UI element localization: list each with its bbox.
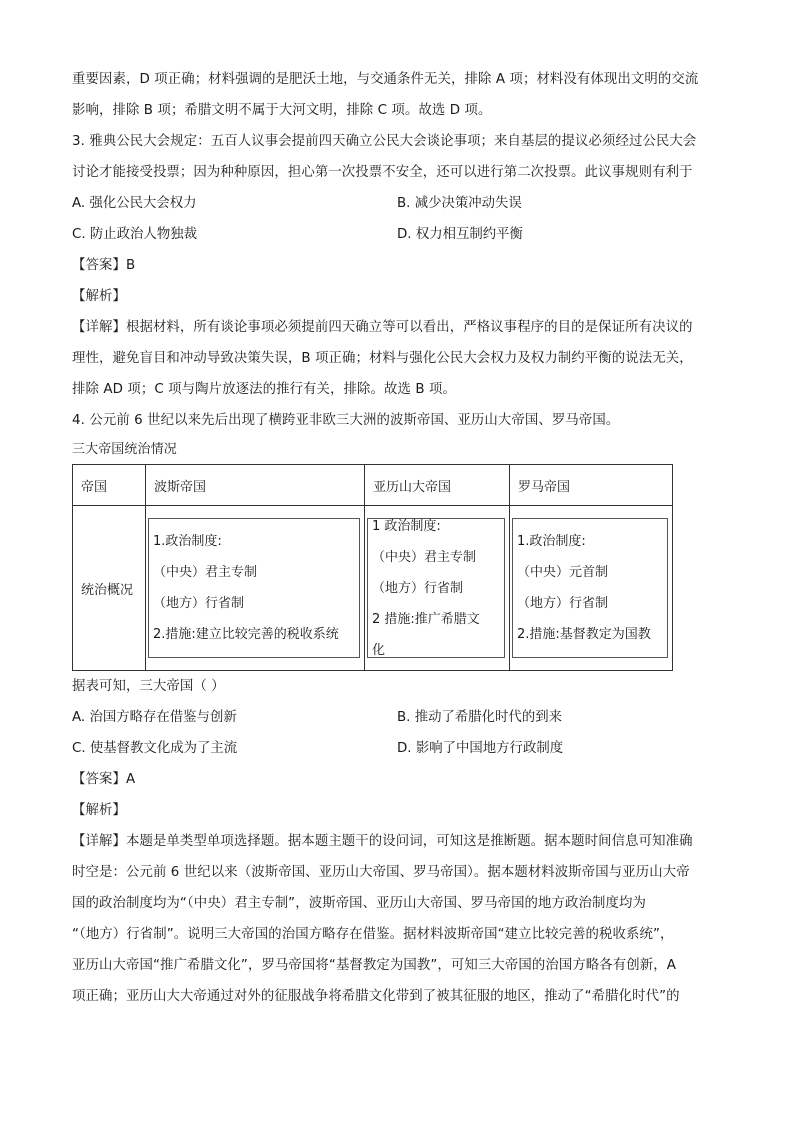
rome-line-2: （中央）元首制 xyxy=(517,565,609,580)
header-cell-rome: 罗马帝国 xyxy=(510,465,673,506)
alexander-line-5: 化 xyxy=(372,642,386,658)
q4-options-row-2 xyxy=(72,733,722,764)
q3-stem-line-2: 讨论才能接受投票；因为种种原因，担心第一次投票不安全，还可以进行第二次投票。此议事规则有利于 xyxy=(72,165,693,180)
table-body-row xyxy=(73,506,673,671)
q4-detail-line-1: 【详解】本题是单类型单项选择题。据本题主题干的设问词，可知这是推断题。据本题时间信息可知准确 xyxy=(72,834,693,849)
alexander-line-3: （地方）行省制 xyxy=(372,580,464,596)
q4-table-title: 三大帝国统治情况 xyxy=(72,442,177,457)
q4-option-c: C. 使基督教文化成为了主流 xyxy=(72,741,238,756)
q3-option-a: A. 强化公民大会权力 xyxy=(72,196,197,211)
q4-detail-line-5: 亚历山大帝国“推广希腊文化”，罗马帝国将“基督教定为国教”，可知三大帝国的治国方略各有创新，A xyxy=(72,958,677,973)
persia-line-1: 1.政治制度: xyxy=(153,534,222,549)
q4-question: 据表可知，三大帝国（ ） xyxy=(72,679,225,694)
q4-option-d: D. 影响了中国地方行政制度 xyxy=(397,741,564,756)
q3-answer: 【答案】B xyxy=(72,258,136,273)
table-header-row xyxy=(73,465,673,506)
q4-detail-line-4: “（地方）行省制”。说明三大帝国的治国方略存在借鉴。据材料波斯帝国“建立比较完善的税收系统”， xyxy=(72,927,674,942)
rome-cell xyxy=(510,506,673,671)
q4-answer: 【答案】A xyxy=(72,772,136,787)
q4-option-b: B. 推动了希腊化时代的到来 xyxy=(397,710,562,725)
persia-line-3: （地方）行省制 xyxy=(153,596,245,611)
persia-box xyxy=(148,518,360,658)
q4-analysis-heading: 【解析】 xyxy=(72,803,126,818)
q3-detail-line-2: 理性，避免盲目和冲动导致决策失误，B 项正确；材料与强化公民大会权力及权力制约平衡的说法无关， xyxy=(72,351,693,366)
q3-stem-line-1: 3. 雅典公民大会规定：五百人议事会提前四天确立公民大会谈论事项；来自基层的提议必须经过公民大会 xyxy=(72,134,697,149)
q4-detail-line-6: 项正确；亚历山大大帝通过对外的征服战争将希腊文化带到了被其征服的地区，推动了“希腊化时代”的 xyxy=(72,989,680,1004)
alexander-box xyxy=(367,518,505,658)
intro-line-1: 重要因素，D 项正确；材料强调的是肥沃土地，与交通条件无关，排除 A 项；材料没有体现出文明的交流 xyxy=(72,72,699,87)
alexander-line-4: 2 措施:推广希腊文 xyxy=(372,611,480,627)
q3-options-row-1 xyxy=(72,188,722,219)
q4-detail-line-2: 时空是：公元前 6 世纪以来（波斯帝国、亚历山大帝国、罗马帝国）。据本题材料波斯帝国与亚历山大帝 xyxy=(72,865,690,880)
q4-stem-line-1: 4. 公元前 6 世纪以来先后出现了横跨亚非欧三大洲的波斯帝国、亚历山大帝国、罗马帝国。 xyxy=(72,413,620,428)
intro-line-2: 影响，排除 B 项；希腊文明不属于大河文明，排除 C 项。故选 D 项。 xyxy=(72,103,492,118)
rome-line-3: （地方）行省制 xyxy=(517,596,609,611)
rome-box xyxy=(512,518,668,658)
alexander-line-1: 1 政治制度: xyxy=(372,518,441,534)
row-label-cell: 统治概况 xyxy=(73,506,146,671)
rome-line-4: 2.措施:基督教定为国教 xyxy=(517,627,651,642)
alexander-line-2: （中央）君主专制 xyxy=(372,549,477,565)
q3-analysis-heading: 【解析】 xyxy=(72,289,126,304)
q3-option-b: B. 减少决策冲动失误 xyxy=(397,196,522,211)
q3-options-row-2 xyxy=(72,219,722,250)
q4-option-a: A. 治国方略存在借鉴与创新 xyxy=(72,710,237,725)
header-cell-alexander: 亚历山大帝国 xyxy=(365,465,510,506)
q4-options-row-1 xyxy=(72,702,722,733)
persia-line-4: 2.措施:建立比较完善的税收系统 xyxy=(153,627,339,642)
header-cell-empire: 帝国 xyxy=(73,465,146,506)
q3-option-d: D. 权力相互制约平衡 xyxy=(397,227,523,242)
q3-detail-line-1: 【详解】根据材料，所有谈论事项必须提前四天确立等可以看出，严格议事程序的目的是保证所有决议的 xyxy=(72,320,693,335)
q4-detail-line-3: 国的政治制度均为“（中央）君主专制”，波斯帝国、亚历山大帝国、罗马帝国的地方政治制度均为 xyxy=(72,896,646,911)
document-page xyxy=(72,64,722,1012)
rome-line-1: 1.政治制度: xyxy=(517,534,586,549)
q3-option-c: C. 防止政治人物独裁 xyxy=(72,227,197,242)
persia-cell xyxy=(146,506,365,671)
persia-line-2: （中央）君主专制 xyxy=(153,565,258,580)
alexander-cell xyxy=(365,506,510,671)
header-cell-persia: 波斯帝国 xyxy=(146,465,365,506)
empires-table xyxy=(72,464,673,671)
q3-detail-line-3: 排除 AD 项；C 项与陶片放逐法的推行有关，排除。故选 B 项。 xyxy=(72,382,456,397)
